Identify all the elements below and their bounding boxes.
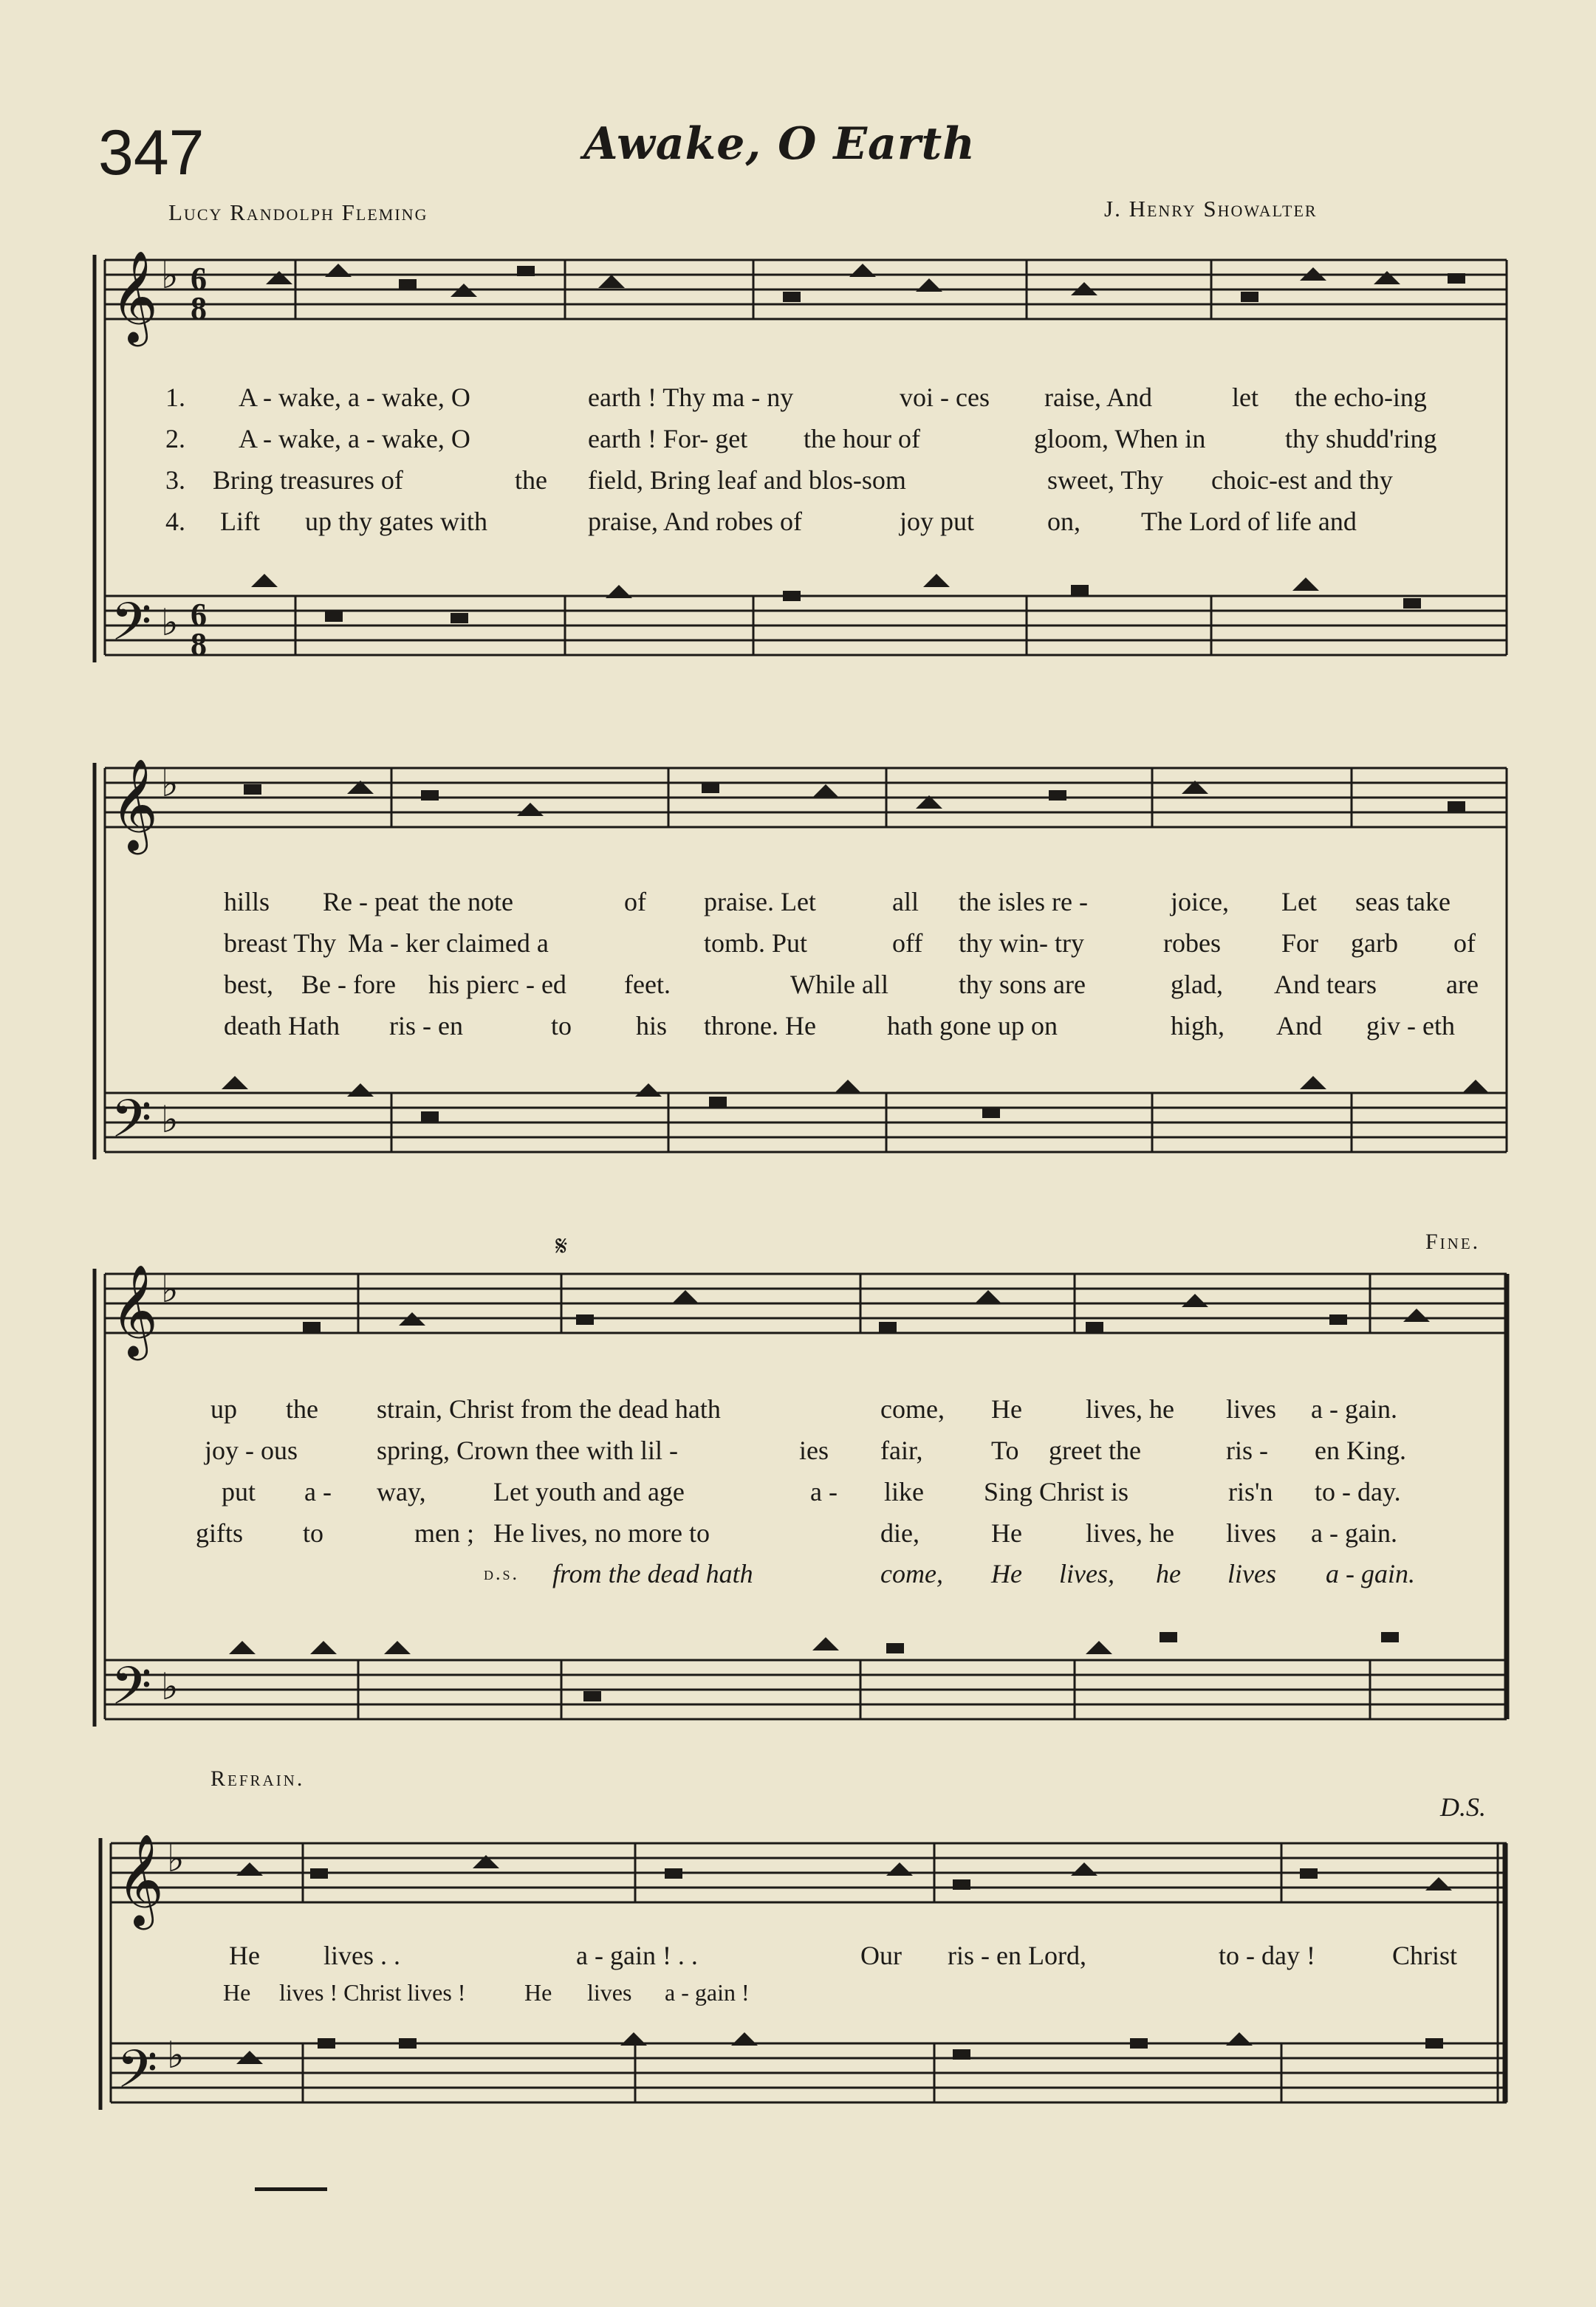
refrain-label: Refrain. xyxy=(210,1766,305,1791)
lyric-syllables: robes xyxy=(1163,928,1221,958)
lyric-syllables: spring, Crown thee with lil - xyxy=(377,1436,678,1465)
system1-treble-staff xyxy=(105,260,1507,319)
verse-number: 2. xyxy=(165,424,185,453)
lyric-syllables: on, xyxy=(1047,507,1080,536)
system3-bass-staff xyxy=(105,1660,1507,1719)
hymn-title: Awake, O Earth xyxy=(583,118,976,170)
lyric-syllables: He xyxy=(229,1941,260,1970)
lyric-syllables: throne. He xyxy=(704,1011,816,1041)
lyric-syllables: ris - en xyxy=(389,1011,463,1041)
ds-lyric: lives xyxy=(1227,1559,1276,1588)
lyric-syllables: best, xyxy=(224,970,273,999)
lyric-syllables: all xyxy=(892,887,919,916)
lyric-syllables: ris'n xyxy=(1228,1477,1273,1506)
ds-lyric: he xyxy=(1156,1559,1181,1588)
lyric-syllables: garb xyxy=(1351,928,1398,958)
lyric-syllables: Christ xyxy=(1392,1941,1458,1970)
lyric-syllables: lives xyxy=(587,1979,632,2006)
lyric-syllables: seas take xyxy=(1355,887,1451,916)
lyric-syllables: joice, xyxy=(1171,887,1229,916)
lyric-syllables: He xyxy=(524,1979,552,2006)
segno-sign: 𝄋 xyxy=(555,1230,568,1262)
lyric-syllables: Our xyxy=(860,1941,902,1970)
lyric-syllables: The Lord of life and xyxy=(1141,507,1357,536)
lyric-syllables: are xyxy=(1446,970,1479,999)
lyric-syllables: a - xyxy=(810,1477,838,1506)
svg-text:♭: ♭ xyxy=(167,2034,185,2077)
lyric-syllables: field, Bring leaf and blos-som xyxy=(588,465,906,495)
lyric-syllables: raise, And xyxy=(1044,383,1152,412)
lyric-syllables: ies xyxy=(799,1436,829,1465)
lyric-syllables: ris - en Lord, xyxy=(948,1941,1086,1970)
lyric-syllables: He xyxy=(223,1979,251,2006)
composer-credit: J. Henry Showalter xyxy=(1104,196,1318,222)
lyric-syllables: die, xyxy=(880,1518,919,1548)
svg-text:6: 6 xyxy=(191,261,207,297)
svg-text:♭: ♭ xyxy=(161,762,179,805)
lyric-syllables: lives, he xyxy=(1086,1394,1174,1424)
lyric-syllables: men ; xyxy=(414,1518,474,1548)
svg-text:♭: ♭ xyxy=(167,1837,185,1880)
system2-treble-staff xyxy=(105,768,1507,827)
refrain-bass-staff xyxy=(111,2043,1507,2102)
lyric-syllables: While all xyxy=(790,970,888,999)
lyric-syllables: let xyxy=(1232,383,1258,412)
lyric-syllables: praise, And robes of xyxy=(588,507,802,536)
svg-text:♭: ♭ xyxy=(161,1665,179,1708)
svg-text:♭: ♭ xyxy=(161,254,179,297)
lyric-syllables: hills xyxy=(224,887,270,916)
lyric-syllables: thy sons are xyxy=(959,970,1086,999)
lyric-syllables: to - day. xyxy=(1315,1477,1401,1506)
lyric-syllables: Lift xyxy=(220,507,260,536)
lyric-syllables: strain, Christ from the dead hath xyxy=(377,1394,721,1424)
svg-text:𝄢: 𝄢 xyxy=(111,592,152,665)
svg-text:6: 6 xyxy=(191,597,207,633)
lyric-syllables: tomb. Put xyxy=(704,928,808,958)
lyric-syllables: a - gain. xyxy=(1311,1518,1397,1548)
svg-text:𝄢: 𝄢 xyxy=(111,1089,152,1162)
fine-label: Fine. xyxy=(1425,1230,1481,1254)
lyric-syllables: Bring treasures of xyxy=(213,465,403,495)
lyric-syllables: And tears xyxy=(1274,970,1377,999)
lyric-syllables: He xyxy=(991,1518,1022,1548)
svg-text:𝄢: 𝄢 xyxy=(111,1656,152,1730)
lyric-syllables: to - day ! xyxy=(1219,1941,1315,1970)
lyric-syllables: greet the xyxy=(1049,1436,1141,1465)
lyric-syllables: hath gone up on xyxy=(887,1011,1058,1041)
lyric-syllables: the hour of xyxy=(804,424,920,453)
lyric-syllables: choic-est and thy xyxy=(1211,465,1393,495)
lyric-syllables: He xyxy=(991,1394,1022,1424)
lyric-syllables: Re - peat xyxy=(323,887,419,916)
lyric-syllables: ris - xyxy=(1226,1436,1268,1465)
lyric-syllables: the note xyxy=(428,887,513,916)
verse-number: 1. xyxy=(165,383,185,412)
lyric-syllables: lives, he xyxy=(1086,1518,1174,1548)
ds-lyric: lives, xyxy=(1059,1559,1114,1588)
lyric-syllables: giv - eth xyxy=(1366,1011,1455,1041)
lyric-syllables: way, xyxy=(377,1477,426,1506)
lyric-syllables: high, xyxy=(1171,1011,1225,1041)
svg-text:𝄞: 𝄞 xyxy=(111,758,158,851)
lyric-syllables: the xyxy=(286,1394,318,1424)
lyric-syllables: his xyxy=(636,1011,668,1041)
svg-text:♭: ♭ xyxy=(161,1098,179,1141)
lyric-syllables: sweet, Thy xyxy=(1047,465,1164,495)
lyric-syllables: a - gain ! xyxy=(665,1979,750,2006)
lyric-syllables: feet. xyxy=(624,970,671,999)
lyric-syllables: Let xyxy=(1281,887,1317,916)
lyric-syllables: up xyxy=(210,1394,237,1424)
lyric-syllables: to xyxy=(303,1518,324,1548)
verse-number: 3. xyxy=(165,465,185,495)
lyric-syllables: lives xyxy=(1226,1394,1276,1424)
lyric-syllables: praise. Let xyxy=(704,887,816,916)
ds-lyric: He xyxy=(991,1559,1022,1588)
lyric-syllables: A - wake, a - wake, O xyxy=(239,424,470,453)
lyric-syllables: lives . . xyxy=(323,1941,400,1970)
svg-text:8: 8 xyxy=(191,290,207,326)
ds-label: D.S. xyxy=(1440,1792,1486,1822)
svg-text:♭: ♭ xyxy=(161,601,179,644)
lyric-syllables: Be - fore xyxy=(301,970,396,999)
lyric-syllables: glad, xyxy=(1171,970,1223,999)
ds-lyric: from the dead hath xyxy=(552,1559,753,1588)
lyric-syllables: like xyxy=(884,1477,924,1506)
lyric-syllables: his pierc - ed xyxy=(428,970,566,999)
lyric-syllables: thy win- try xyxy=(959,928,1084,958)
verse-number: 4. xyxy=(165,507,185,536)
page-bottom-rule xyxy=(255,2187,327,2191)
lyric-syllables: For xyxy=(1281,928,1319,958)
lyric-syllables: the isles re - xyxy=(959,887,1088,916)
system2-bass-staff xyxy=(105,1093,1507,1152)
lyric-syllables: joy put xyxy=(900,507,975,536)
lyric-syllables: en King. xyxy=(1315,1436,1406,1465)
svg-text:♭: ♭ xyxy=(161,1268,179,1311)
author-credit: Lucy Randolph Fleming xyxy=(168,199,428,225)
lyric-syllables: To xyxy=(991,1436,1019,1465)
ds-lyric: come, xyxy=(880,1559,943,1588)
lyric-syllables: of xyxy=(624,887,646,916)
lyric-syllables: up thy gates with xyxy=(305,507,487,536)
lyric-syllables: off xyxy=(892,928,923,958)
ds-lyric: a - gain. xyxy=(1326,1559,1415,1588)
lyric-syllables: a - gain ! . . xyxy=(576,1941,698,1970)
lyric-syllables: come, xyxy=(880,1394,945,1424)
lyric-syllables: Ma - ker claimed a xyxy=(348,928,549,958)
lyric-syllables: death Hath xyxy=(224,1011,340,1041)
svg-text:𝄞: 𝄞 xyxy=(111,250,158,343)
svg-text:𝄞: 𝄞 xyxy=(111,1264,158,1357)
lyric-syllables: a - xyxy=(304,1477,332,1506)
lyric-syllables: to xyxy=(551,1011,572,1041)
lyric-syllables: lives ! Christ lives ! xyxy=(279,1979,466,2006)
lyric-syllables: put xyxy=(222,1477,256,1506)
lyric-syllables: thy shudd'ring xyxy=(1285,424,1437,453)
lyric-syllables: gloom, When in xyxy=(1034,424,1206,453)
lyric-syllables: earth ! For- get xyxy=(588,424,748,453)
lyric-syllables: of xyxy=(1453,928,1476,958)
lyric-syllables: fair, xyxy=(880,1436,923,1465)
lyric-syllables: a - gain. xyxy=(1311,1394,1397,1424)
lyric-syllables: A - wake, a - wake, O xyxy=(239,383,470,412)
lyric-syllables: He lives, no more to xyxy=(493,1518,710,1548)
lyric-syllables: And xyxy=(1276,1011,1322,1041)
svg-text:8: 8 xyxy=(191,626,207,662)
svg-text:𝄢: 𝄢 xyxy=(117,2039,158,2113)
system1-bass-staff xyxy=(105,596,1507,655)
lyric-syllables: gifts xyxy=(196,1518,244,1548)
lyric-syllables: joy - ous xyxy=(205,1436,298,1465)
lyric-syllables: Let youth and age xyxy=(493,1477,685,1506)
hymn-number: 347 xyxy=(98,117,205,188)
lyric-syllables: the xyxy=(515,465,547,495)
ds-prefix: d.s. xyxy=(484,1563,520,1584)
lyric-syllables: the echo-ing xyxy=(1295,383,1427,412)
svg-text:𝄞: 𝄞 xyxy=(117,1834,164,1926)
lyric-syllables: Sing Christ is xyxy=(984,1477,1129,1506)
lyric-syllables: earth ! Thy ma - ny xyxy=(588,383,794,412)
lyric-syllables: lives xyxy=(1226,1518,1276,1548)
lyric-syllables: breast Thy xyxy=(224,928,337,958)
lyric-syllables: voi - ces xyxy=(900,383,990,412)
